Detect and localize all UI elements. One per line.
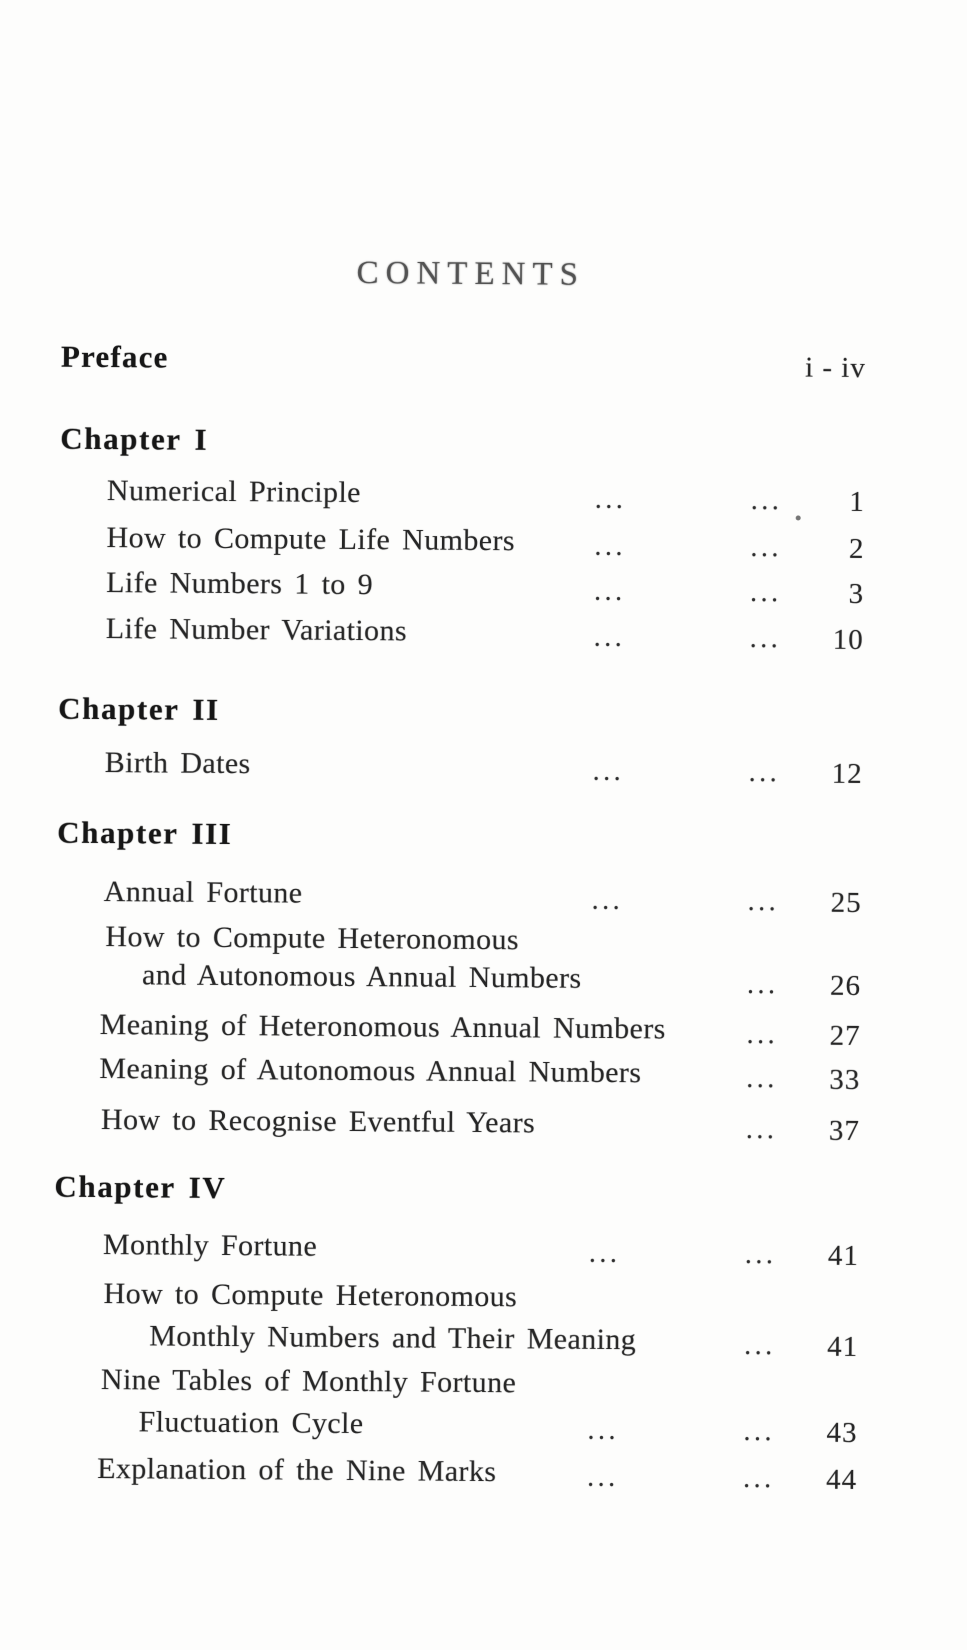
leader-dots: ... (594, 483, 627, 516)
toc-entry (2, 608, 967, 656)
toc-entry-continuation (0, 954, 966, 1002)
toc-entry (0, 1004, 966, 1052)
leader-dots: ... (587, 1414, 620, 1447)
page-title: CONTENTS (356, 254, 586, 293)
preface-label: Preface (60, 338, 169, 375)
leader-dots: ... (747, 886, 780, 918)
entry-label: Monthly Numbers and Their Meaning (149, 1319, 637, 1357)
toc-entry (2, 562, 967, 610)
leader-dots: ... (746, 969, 779, 1001)
toc-entry-line (0, 1273, 964, 1321)
entry-label: Numerical Principle (106, 474, 362, 510)
leader-dots: ... (593, 575, 626, 608)
page-number: 12 (831, 757, 863, 790)
page-number: 43 (826, 1416, 858, 1449)
leader-dots: ... (745, 1114, 778, 1146)
page-number: 10 (832, 623, 864, 656)
leader-dots: ... (592, 755, 625, 788)
toc-entry (2, 517, 967, 565)
scan-speck (796, 515, 801, 520)
entry-label: Meaning of Heteronomous Annual Numbers (99, 1007, 666, 1046)
toc-entry (1, 742, 967, 790)
toc-entry (0, 1224, 964, 1272)
entry-label: Meaning of Autonomous Annual Numbers (99, 1051, 642, 1090)
toc-entry (0, 1099, 965, 1147)
entry-label: Life Number Variations (105, 612, 408, 648)
page-number: 41 (827, 1330, 859, 1363)
entry-label: How to Recognise Eventful Years (100, 1103, 536, 1140)
leader-dots: ... (588, 1237, 621, 1270)
toc-entry-continuation (0, 1401, 963, 1449)
entry-label: Annual Fortune (103, 875, 303, 910)
preface-row (4, 336, 967, 384)
chapter-heading (1, 688, 967, 736)
chapter-heading-label: Chapter I (60, 420, 209, 457)
leader-dots: ... (746, 1063, 778, 1095)
leader-dots: ... (750, 485, 783, 517)
chapter-heading (0, 812, 967, 860)
entry-label: How to Compute Heteronomous (105, 920, 520, 957)
entry-label: Nine Tables of Monthly Fortune (100, 1363, 517, 1400)
leader-dots: ... (587, 1461, 619, 1494)
entry-label: Explanation of the Nine Marks (97, 1451, 497, 1489)
leader-dots: ... (748, 757, 781, 789)
leader-dots: ... (749, 623, 782, 655)
toc-entry-line (0, 1359, 963, 1407)
page-number: 1 (849, 485, 865, 518)
page-number: 33 (829, 1063, 861, 1096)
entry-label: Monthly Fortune (102, 1228, 318, 1263)
leader-dots: ... (749, 577, 782, 609)
leader-dots: ... (744, 1239, 777, 1271)
toc-entry (0, 871, 967, 919)
leader-dots: ... (743, 1416, 776, 1448)
chapter-heading-label: Chapter III (57, 814, 233, 852)
page-number: 26 (829, 969, 862, 1002)
entry-label: Life Numbers 1 to 9 (106, 566, 374, 602)
entry-label: Fluctuation Cycle (138, 1405, 364, 1441)
leader-dots: ... (744, 1330, 776, 1362)
leader-dots: ... (594, 530, 627, 563)
page-number: 44 (826, 1463, 858, 1496)
entry-label: How to Compute Heteronomous (103, 1277, 518, 1314)
chapter-heading (0, 1166, 965, 1214)
chapter-heading-label: Chapter II (58, 690, 220, 727)
page-number: 2 (848, 532, 865, 565)
entry-label: How to Compute Life Numbers (106, 521, 516, 558)
entry-label: Birth Dates (104, 746, 251, 781)
chapter-heading (3, 418, 967, 466)
page-number: 41 (827, 1239, 860, 1272)
page-title-row (4, 248, 967, 300)
toc-entry (0, 1448, 962, 1496)
toc-entry (3, 470, 967, 518)
leader-dots: ... (743, 1463, 775, 1495)
page-number: 3 (848, 577, 865, 610)
leader-dots: ... (750, 532, 783, 564)
leader-dots: ... (591, 884, 624, 917)
leader-dots: ... (593, 621, 626, 654)
page-number: 25 (830, 886, 862, 919)
toc-entry (0, 1048, 965, 1096)
page-number: 37 (828, 1114, 861, 1147)
leader-dots: ... (746, 1019, 779, 1051)
toc-entry-continuation (0, 1315, 963, 1363)
page-number: i - iv (804, 351, 867, 384)
page-number: 27 (829, 1019, 861, 1052)
entry-label: and Autonomous Annual Numbers (141, 958, 582, 995)
chapter-heading-label: Chapter IV (54, 1168, 227, 1205)
